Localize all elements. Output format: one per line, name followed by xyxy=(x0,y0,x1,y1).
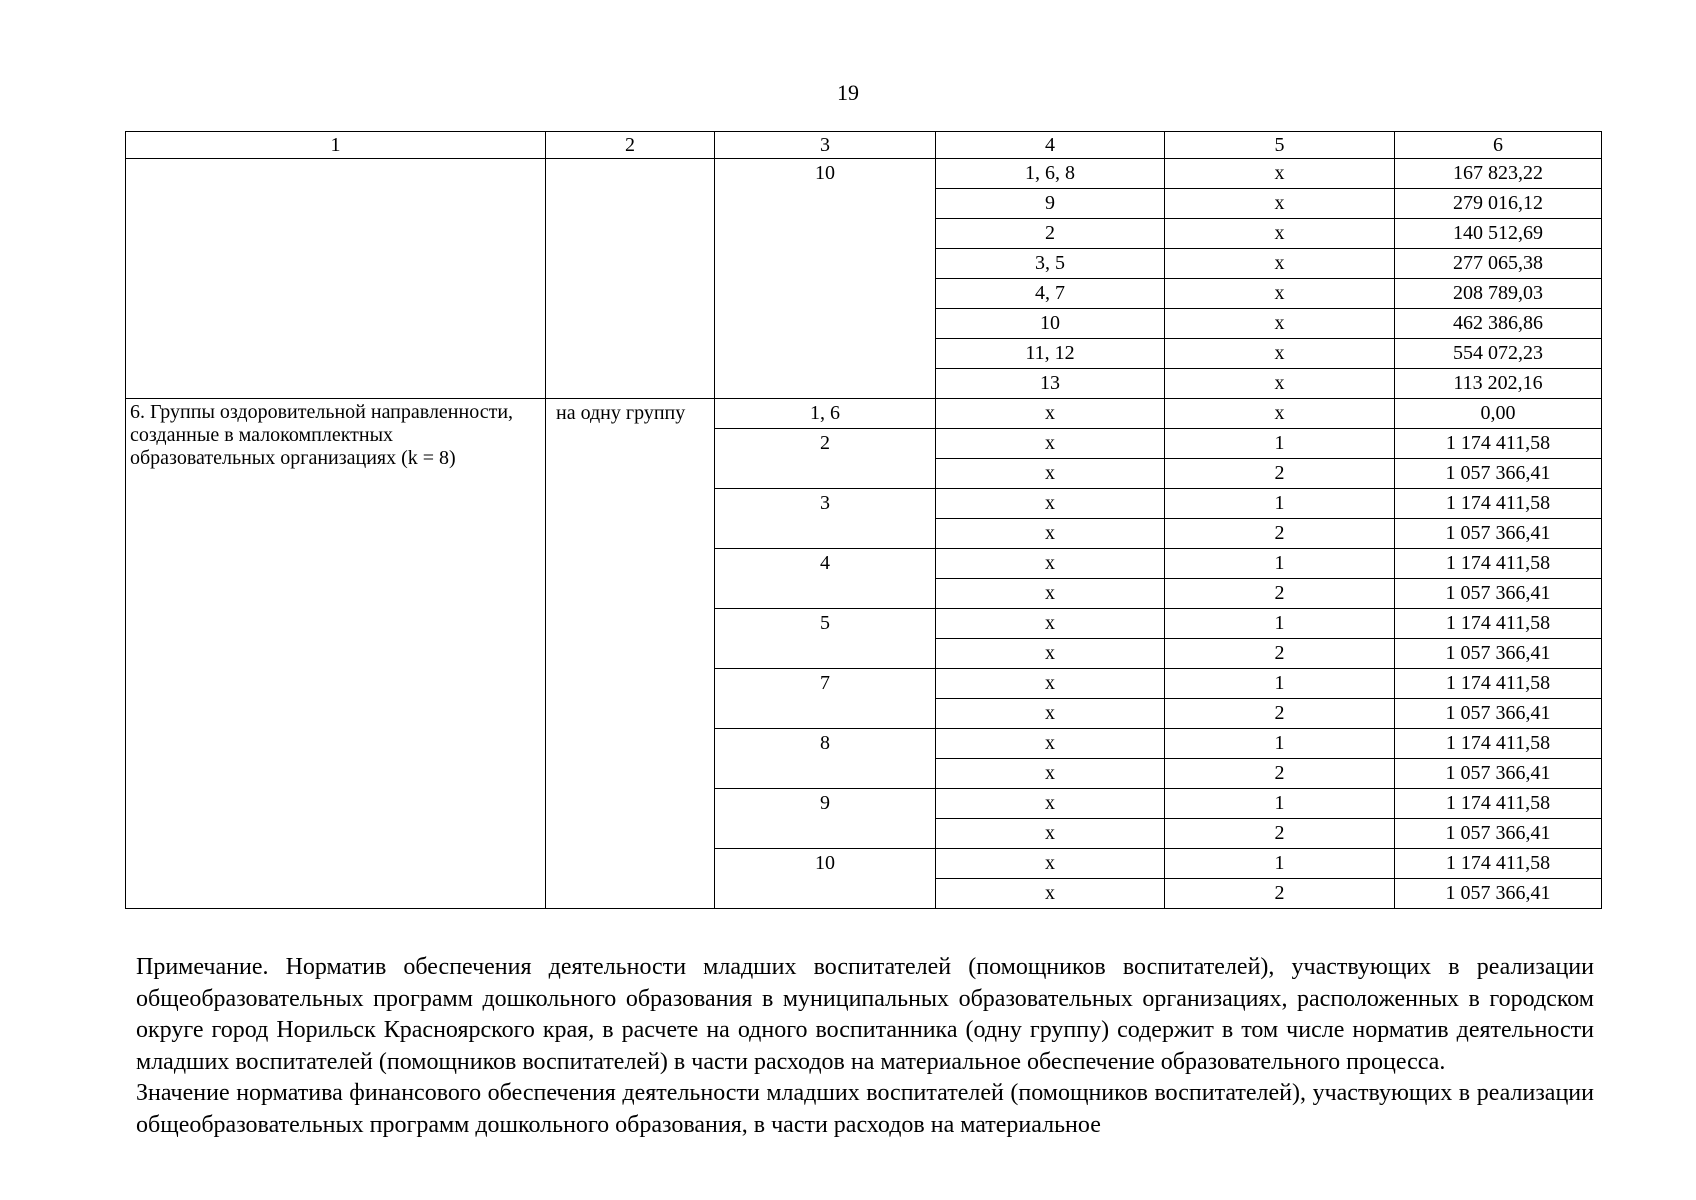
value-cell: 1 057 366,41 xyxy=(1395,579,1602,609)
col5-cell: 1 xyxy=(1165,789,1395,819)
col4-cell: x xyxy=(936,459,1165,489)
col3-cell: 8 xyxy=(715,729,936,789)
unit-cell-continued xyxy=(546,159,715,399)
value-cell: 1 174 411,58 xyxy=(1395,549,1602,579)
value-cell: 1 057 366,41 xyxy=(1395,879,1602,909)
col3-cell: 10 xyxy=(715,159,936,399)
table-row xyxy=(126,399,1602,429)
col4-cell: x xyxy=(936,579,1165,609)
col4-cell: x xyxy=(936,609,1165,639)
page-number: 19 xyxy=(837,80,859,105)
col4-cell: 4, 7 xyxy=(936,279,1165,309)
col5-cell: 2 xyxy=(1165,459,1395,489)
col4-cell: 11, 12 xyxy=(936,339,1165,369)
value-cell: 1 174 411,58 xyxy=(1395,429,1602,459)
header-col-6: 6 xyxy=(1395,132,1602,159)
col5-cell: x xyxy=(1165,249,1395,279)
col4-cell: 3, 5 xyxy=(936,249,1165,279)
value-cell: 462 386,86 xyxy=(1395,309,1602,339)
normative-table xyxy=(125,131,1602,909)
col5-cell: x xyxy=(1165,279,1395,309)
col4-cell: x xyxy=(936,759,1165,789)
value-cell: 554 072,23 xyxy=(1395,339,1602,369)
value-cell: 140 512,69 xyxy=(1395,219,1602,249)
col5-cell: x xyxy=(1165,159,1395,189)
col5-cell: 1 xyxy=(1165,669,1395,699)
note-paragraph-1: Примечание. Норматив обеспечения деятельности младших воспитателей (помощников воспитателей), участвующих в реализации общеобразовательных программ дошкольного образования в муниципальных образовательных организациях, расположенных в городском округе город Норильск Красноярского края, в расчете на одного воспитанника (одну группу) содержит в том числе норматив деятельности младших воспитателей (помощников воспитателей) в части расходов на материальное обеспечение образовательного процесса. xyxy=(136,954,1594,1075)
col5-cell: x xyxy=(1165,219,1395,249)
col5-cell: 2 xyxy=(1165,519,1395,549)
value-cell: 1 174 411,58 xyxy=(1395,729,1602,759)
col4-cell: x xyxy=(936,399,1165,429)
col4-cell: x xyxy=(936,729,1165,759)
table-row xyxy=(126,159,1602,189)
col4-cell: x xyxy=(936,429,1165,459)
header-col-3: 3 xyxy=(715,132,936,159)
col5-cell: 1 xyxy=(1165,429,1395,459)
col5-cell: x xyxy=(1165,399,1395,429)
col4-cell: 9 xyxy=(936,189,1165,219)
col4-cell: x xyxy=(936,639,1165,669)
value-cell: 1 057 366,41 xyxy=(1395,519,1602,549)
col4-cell: x xyxy=(936,669,1165,699)
col4-cell: x xyxy=(936,699,1165,729)
col5-cell: 1 xyxy=(1165,489,1395,519)
value-cell: 1 174 411,58 xyxy=(1395,609,1602,639)
value-cell: 113 202,16 xyxy=(1395,369,1602,399)
col5-cell: 2 xyxy=(1165,819,1395,849)
col3-cell: 10 xyxy=(715,849,936,909)
col5-cell: x xyxy=(1165,369,1395,399)
header-col-2: 2 xyxy=(546,132,715,159)
col4-cell: 2 xyxy=(936,219,1165,249)
value-cell: 1 174 411,58 xyxy=(1395,849,1602,879)
header-col-4: 4 xyxy=(936,132,1165,159)
value-cell: 0,00 xyxy=(1395,399,1602,429)
col4-cell: x xyxy=(936,879,1165,909)
value-cell: 279 016,12 xyxy=(1395,189,1602,219)
col4-cell: x xyxy=(936,849,1165,879)
header-col-1: 1 xyxy=(126,132,546,159)
value-cell: 1 174 411,58 xyxy=(1395,789,1602,819)
col4-cell: x xyxy=(936,519,1165,549)
col5-cell: x xyxy=(1165,339,1395,369)
col5-cell: x xyxy=(1165,189,1395,219)
col5-cell: 2 xyxy=(1165,699,1395,729)
value-cell: 1 057 366,41 xyxy=(1395,459,1602,489)
col5-cell: 2 xyxy=(1165,759,1395,789)
col5-cell: 1 xyxy=(1165,609,1395,639)
col4-cell: 13 xyxy=(936,369,1165,399)
col3-cell: 7 xyxy=(715,669,936,729)
value-cell: 1 174 411,58 xyxy=(1395,669,1602,699)
col5-cell: 1 xyxy=(1165,729,1395,759)
col5-cell: 1 xyxy=(1165,549,1395,579)
col3-cell: 9 xyxy=(715,789,936,849)
table-header-row xyxy=(126,132,1602,159)
col3-cell: 2 xyxy=(715,429,936,489)
col4-cell: 1, 6, 8 xyxy=(936,159,1165,189)
value-cell: 208 789,03 xyxy=(1395,279,1602,309)
category-cell-continued xyxy=(126,159,546,399)
note-paragraph-2: Значение норматива финансового обеспечения деятельности младших воспитателей (помощников воспитателей), участвующих в реализации общеобразовательных программ дошкольного образования, в части расходов на материальное xyxy=(136,1080,1594,1138)
header-col-5: 5 xyxy=(1165,132,1395,159)
value-cell: 1 057 366,41 xyxy=(1395,639,1602,669)
col4-cell: x xyxy=(936,489,1165,519)
col4-cell: x xyxy=(936,549,1165,579)
value-cell: 277 065,38 xyxy=(1395,249,1602,279)
value-cell: 167 823,22 xyxy=(1395,159,1602,189)
col3-cell: 3 xyxy=(715,489,936,549)
col5-cell: 2 xyxy=(1165,579,1395,609)
value-cell: 1 057 366,41 xyxy=(1395,699,1602,729)
value-cell: 1 174 411,58 xyxy=(1395,489,1602,519)
col4-cell: 10 xyxy=(936,309,1165,339)
note-block xyxy=(136,952,1594,1141)
unit-cell: на одну группу xyxy=(546,399,715,909)
col5-cell: 1 xyxy=(1165,849,1395,879)
col3-cell: 4 xyxy=(715,549,936,609)
col4-cell: x xyxy=(936,819,1165,849)
col3-cell: 1, 6 xyxy=(715,399,936,429)
col5-cell: 2 xyxy=(1165,879,1395,909)
value-cell: 1 057 366,41 xyxy=(1395,759,1602,789)
col3-cell: 5 xyxy=(715,609,936,669)
col5-cell: 2 xyxy=(1165,639,1395,669)
category-cell: 6. Группы оздоровительной направленности, созданные в малокомплектных образовательных организациях (k = 8) xyxy=(126,399,546,909)
col5-cell: x xyxy=(1165,309,1395,339)
col4-cell: x xyxy=(936,789,1165,819)
value-cell: 1 057 366,41 xyxy=(1395,819,1602,849)
